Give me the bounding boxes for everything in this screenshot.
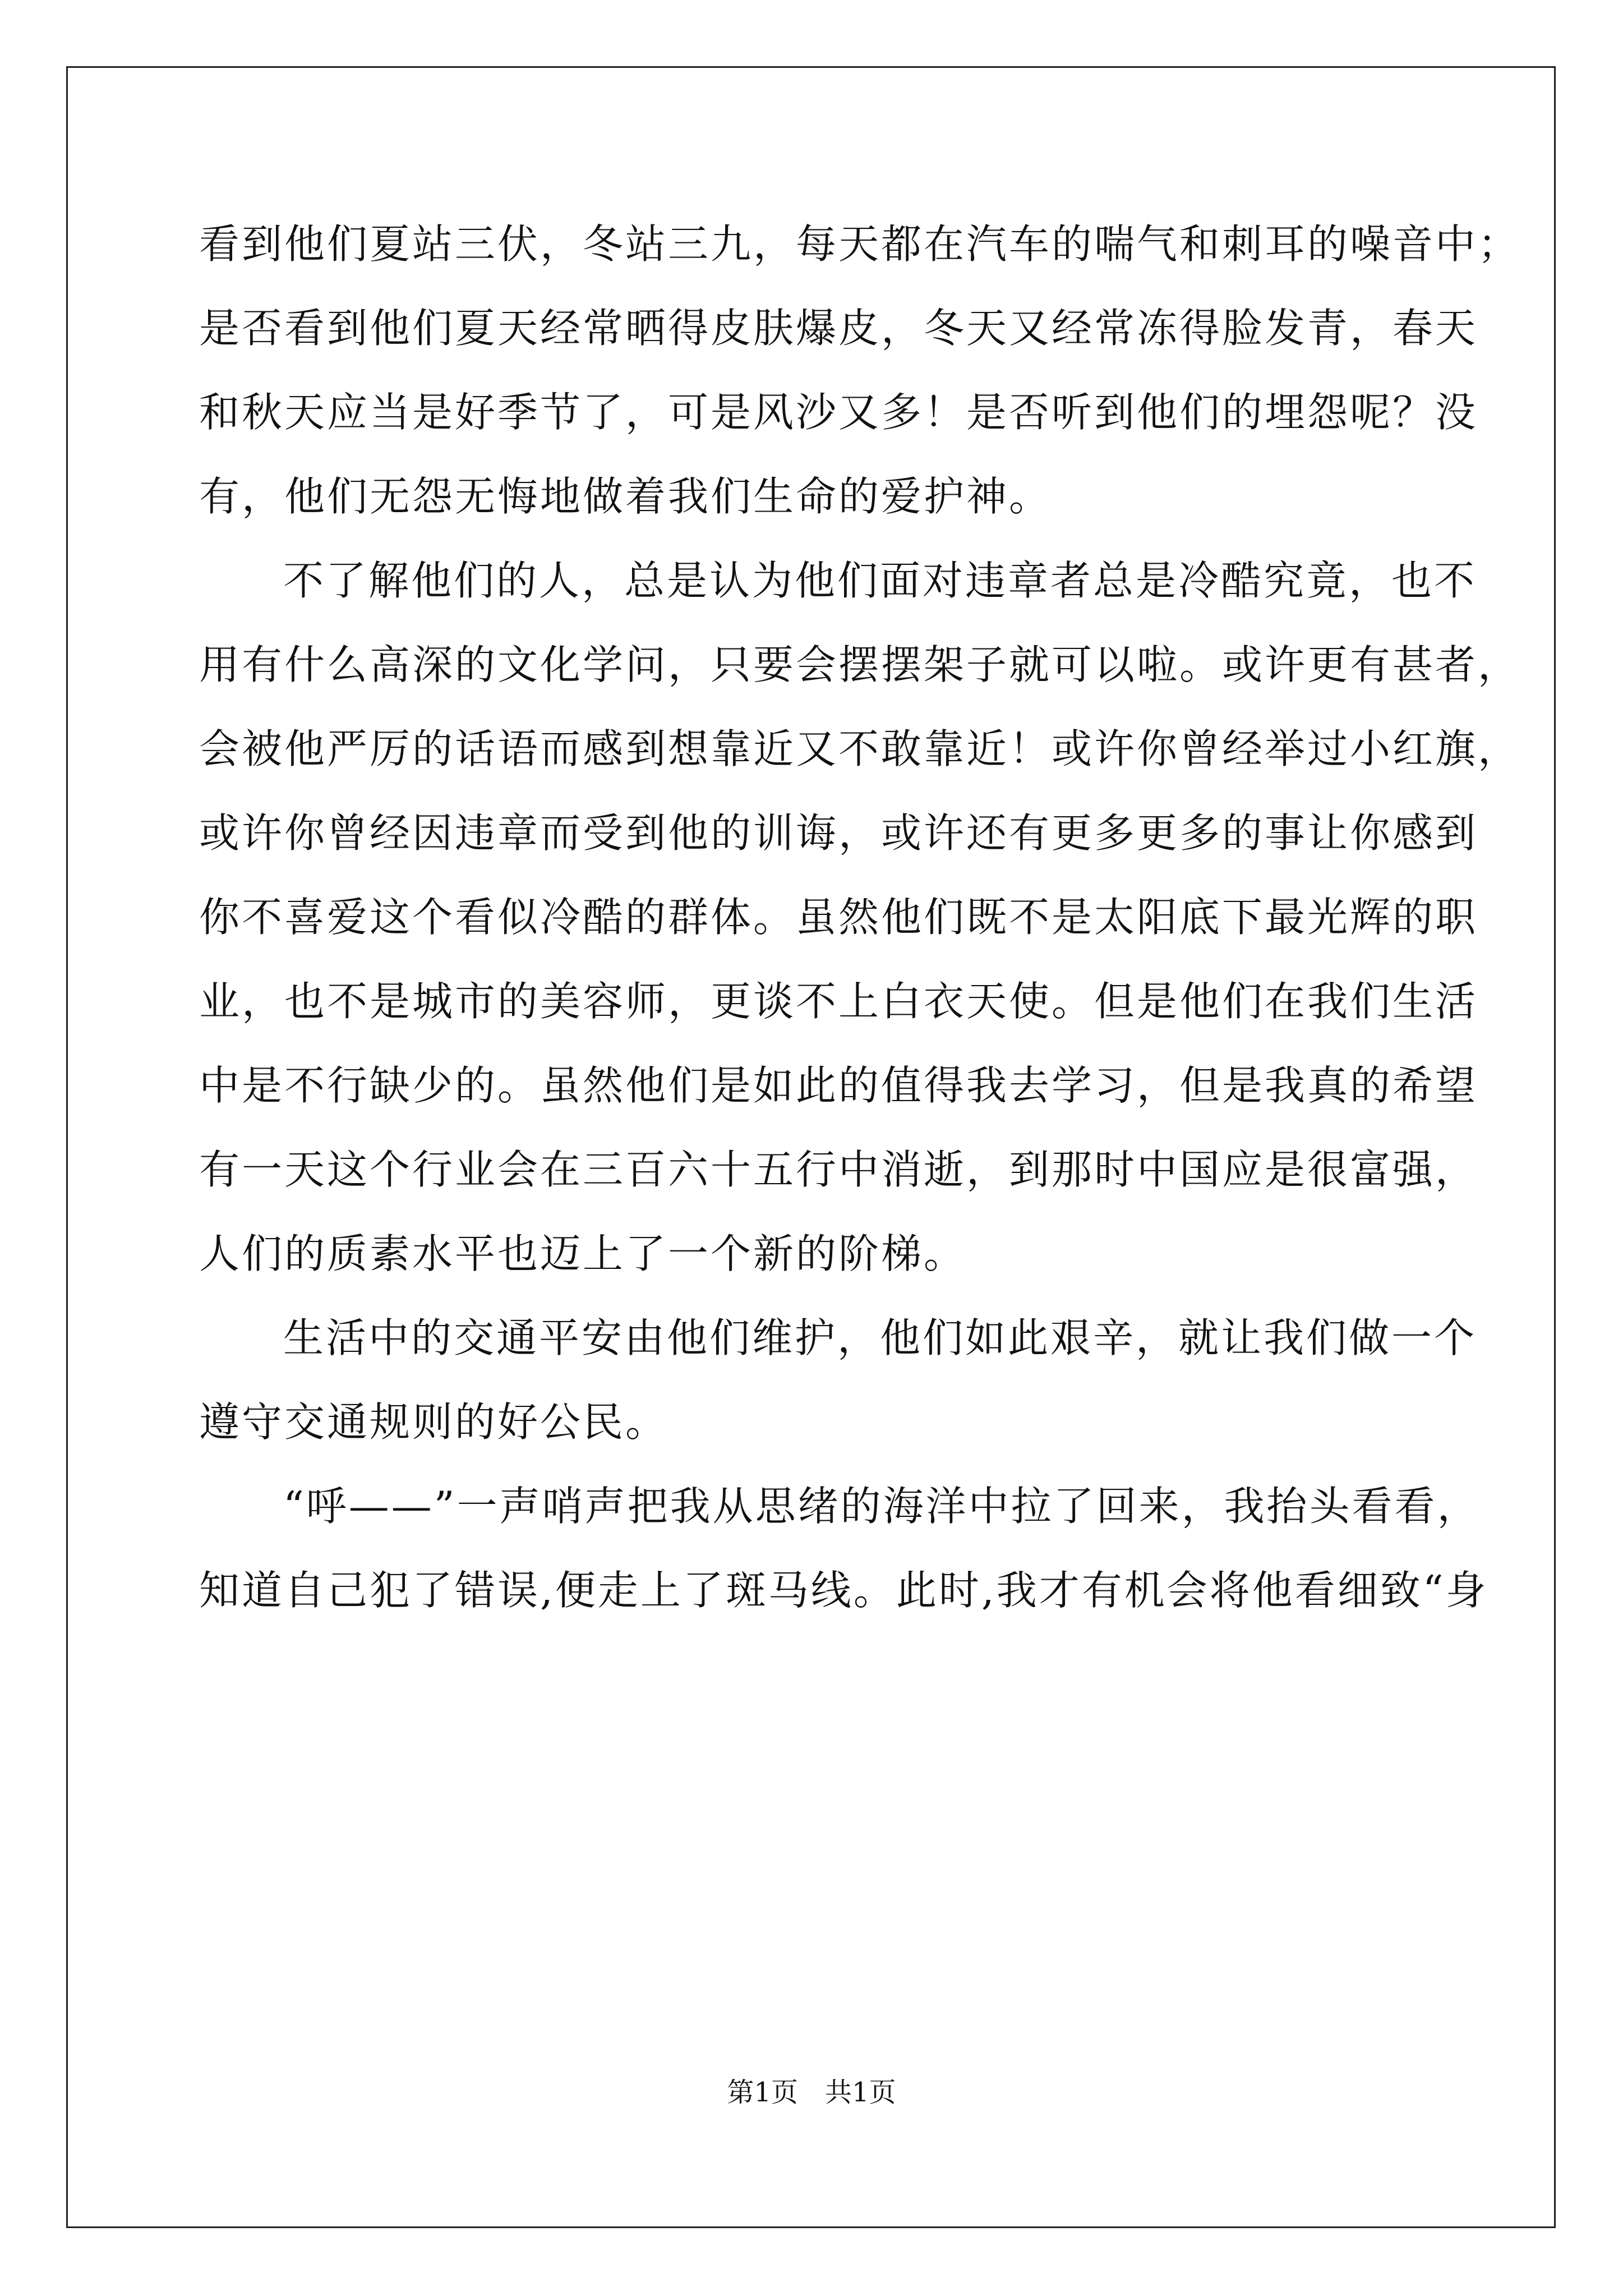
text-line: 有，他们无怨无悔地做着我们生命的爱护神。 xyxy=(199,473,1052,520)
text-line: 和秋天应当是好季节了，可是风沙又多！是否听到他们的埋怨呢？没 xyxy=(199,389,1478,436)
text-line: 生活中的交通平安由他们维护，他们如此艰辛，就让我们做一个 xyxy=(283,1314,1477,1361)
text-line: 会被他严厉的话语而感到想靠近又不敢靠近！或许你曾经举过小红旗， xyxy=(199,725,1521,772)
text-line: 人们的质素水平也迈上了一个新的阶梯。 xyxy=(199,1230,967,1277)
text-line: 业，也不是城市的美容师，更谈不上白衣天使。但是他们在我们生活 xyxy=(199,978,1478,1025)
text-line: 是否看到他们夏天经常晒得皮肤爆皮，冬天又经常冻得脸发青，春天 xyxy=(199,305,1478,352)
text-line: 用有什么高深的文化学问，只要会摆摆架子就可以啦。或许更有甚者， xyxy=(199,641,1521,688)
text-line: 中是不行缺少的。虽然他们是如此的值得我去学习，但是我真的希望 xyxy=(199,1062,1478,1109)
text-line: 不了解他们的人，总是认为他们面对违章者总是冷酷究竟，也不 xyxy=(283,557,1477,604)
text-line: 看到他们夏站三伏，冬站三九，每天都在汽车的喘气和刺耳的噪音中； xyxy=(199,220,1521,268)
text-line: 遵守交通规则的好公民。 xyxy=(199,1398,668,1446)
text-line: 你不喜爱这个看似冷酷的群体。虽然他们既不是太阳底下最光辉的职 xyxy=(199,894,1478,941)
text-line: 知道自己犯了错误,便走上了斑马线。此时,我才有机会将他看细致“身 xyxy=(199,1567,1488,1614)
text-line: “呼——”一声哨声把我从思绪的海洋中拉了回来，我抬头看看， xyxy=(283,1483,1480,1530)
page-number-footer: 第1页 共1页 xyxy=(727,2077,896,2108)
text-line: 有一天这个行业会在三百六十五行中消逝，到那时中国应是很富强， xyxy=(199,1146,1478,1193)
text-line: 或许你曾经因违章而受到他的训诲，或许还有更多更多的事让你感到 xyxy=(199,809,1478,857)
